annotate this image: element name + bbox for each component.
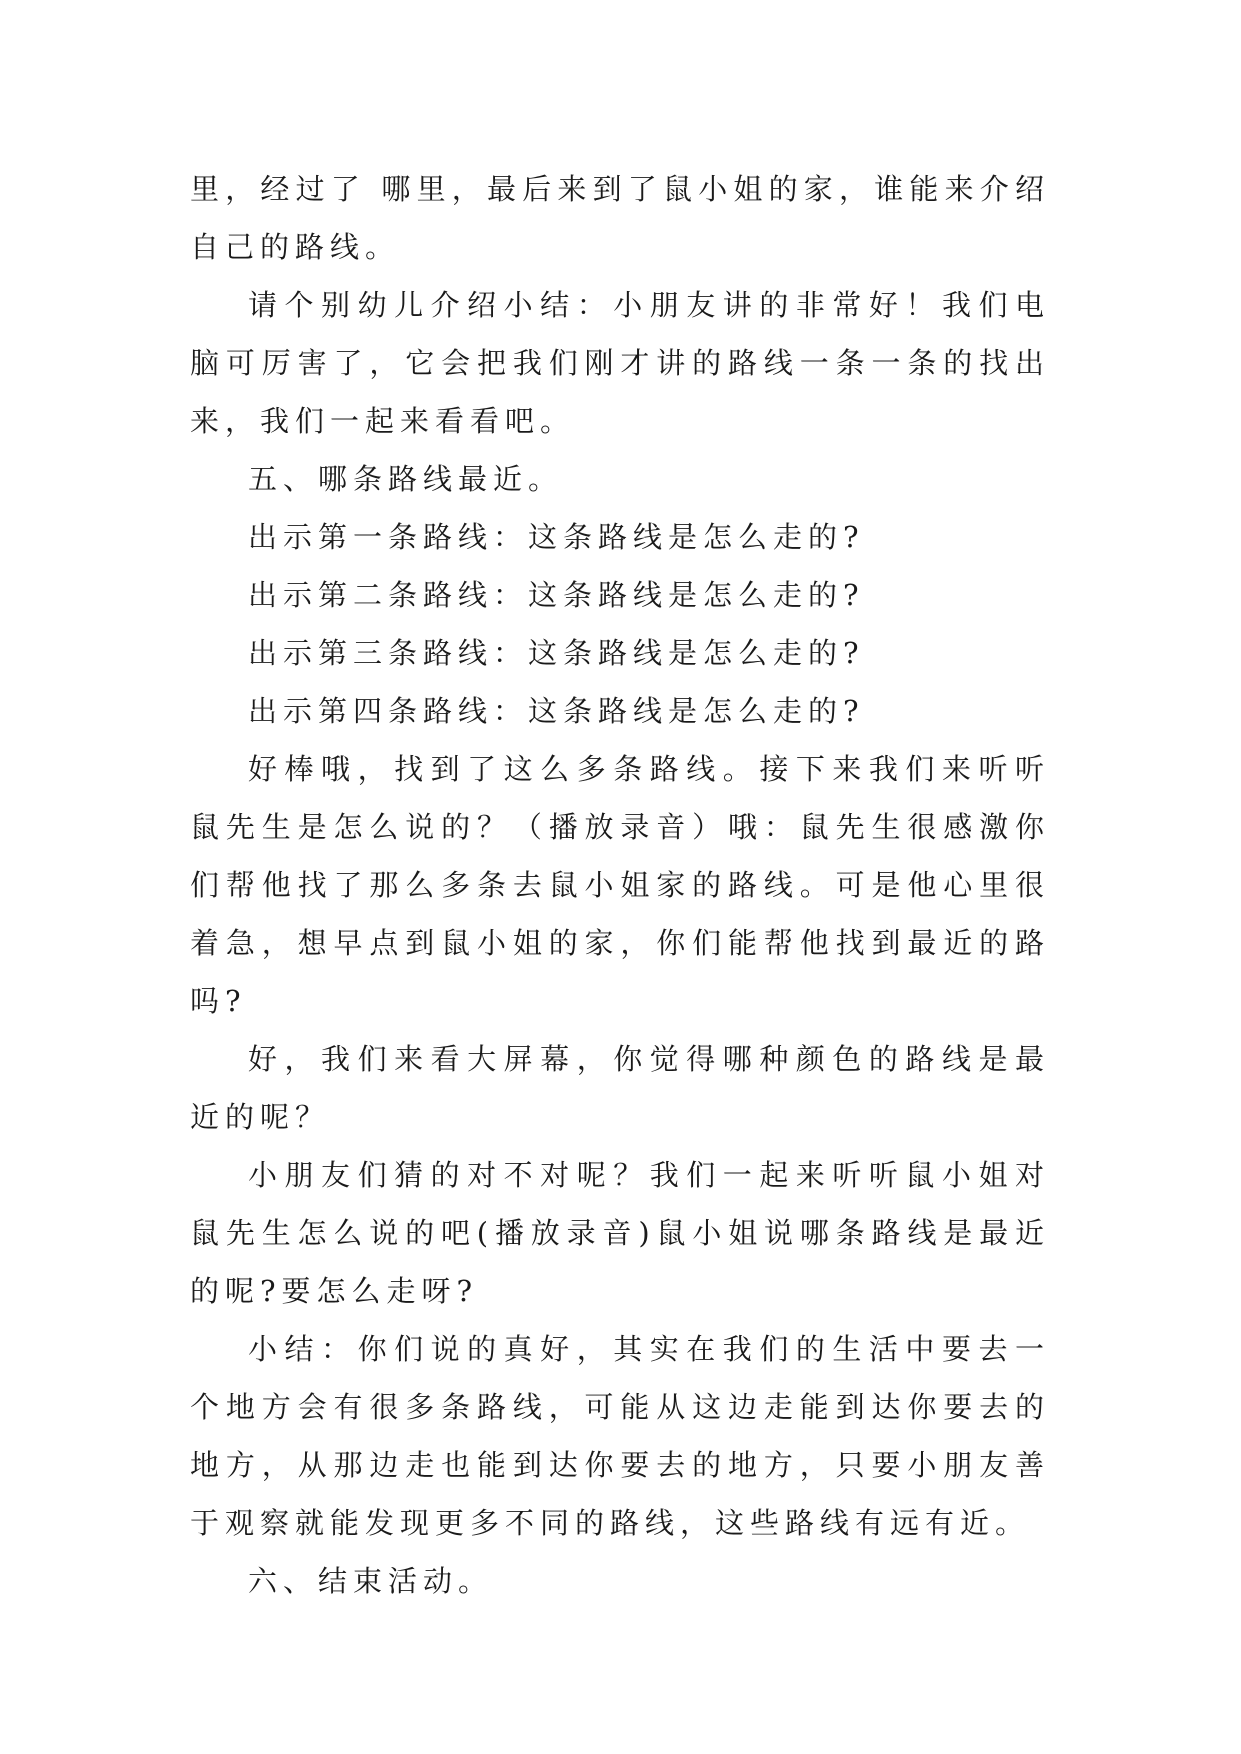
paragraph-2: 请个别幼儿介绍小结：小朋友讲的非常好！我们电脑可厉害了，它会把我们刚才讲的路线一条一条的找出来，我们一起来看看吧。: [190, 288, 1050, 438]
paragraph-1: 里，经过了 哪里，最后来到了鼠小姐的家，谁能来介绍自己的路线。: [190, 172, 1050, 264]
paragraph-10: 小朋友们猜的对不对呢？我们一起来听听鼠小姐对鼠先生怎么说的吧(播放录音)鼠小姐说哪条路线是最近的呢?要怎么走呀?: [190, 1158, 1050, 1308]
document-body: [190, 160, 1050, 1610]
section-heading-6: 六、结束活动。: [248, 1564, 494, 1598]
section-heading-5: 五、哪条路线最近。: [248, 462, 564, 496]
paragraph-8: 好棒哦，找到了这么多条路线。接下来我们来听听鼠先生是怎么说的？（播放录音）哦：鼠先生很感激你们帮他找了那么多条去鼠小姐家的路线。可是他心里很着急，想早点到鼠小姐的家，你们能帮他找到最近的路吗?: [190, 752, 1050, 1018]
route-question-4: 出示第四条路线：这条路线是怎么走的?: [248, 694, 865, 728]
route-question-2: 出示第二条路线：这条路线是怎么走的?: [248, 578, 865, 612]
route-question-1: 出示第一条路线：这条路线是怎么走的?: [248, 520, 865, 554]
summary-paragraph: 小结：你们说的真好，其实在我们的生活中要去一个地方会有很多条路线，可能从这边走能到达你要去的地方，从那边走也能到达你要去的地方，只要小朋友善于观察就能发现更多不同的路线，这些路线有远有近。: [190, 1332, 1050, 1540]
route-question-3: 出示第三条路线：这条路线是怎么走的?: [248, 636, 865, 670]
paragraph-9: 好，我们来看大屏幕，你觉得哪种颜色的路线是最近的呢？: [190, 1042, 1050, 1134]
